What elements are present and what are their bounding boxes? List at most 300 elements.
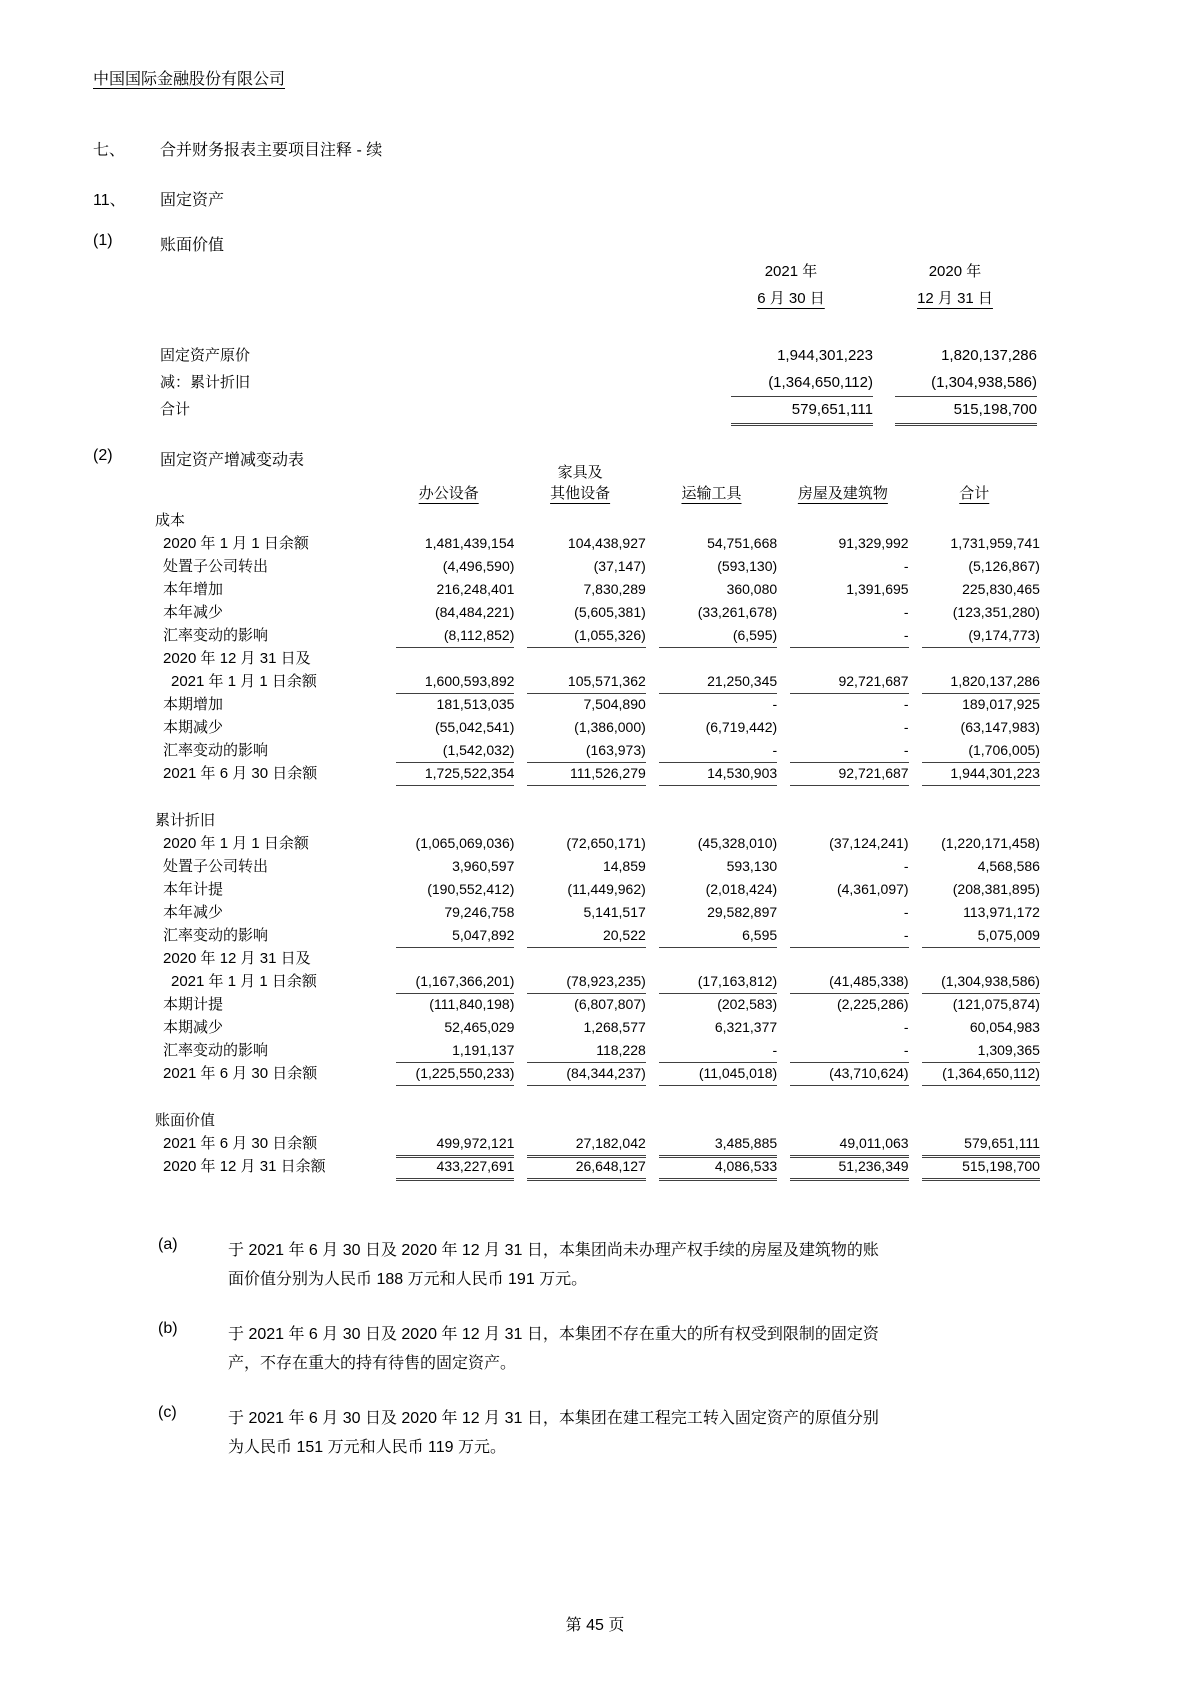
column-header-year-2021: 2021 年 bbox=[764, 263, 818, 280]
cell-value: (593,130) bbox=[717, 558, 778, 574]
row-label: 汇率变动的影响 bbox=[163, 927, 269, 944]
cell-value: 79,246,758 bbox=[444, 904, 515, 920]
column-header-date-2021 bbox=[709, 285, 873, 312]
cell-value: (6,807,807) bbox=[574, 996, 646, 1012]
cell-value: 1,309,365 bbox=[922, 1039, 1040, 1063]
cell-value: 1,820,137,286 bbox=[922, 670, 1040, 694]
table-cell bbox=[514, 1132, 645, 1155]
table-cell bbox=[383, 901, 514, 924]
table-cell bbox=[777, 1016, 908, 1039]
table-cell bbox=[514, 532, 645, 555]
table-cell bbox=[777, 993, 908, 1016]
table-row bbox=[155, 624, 1040, 647]
cell-value: (123,351,280) bbox=[952, 604, 1040, 620]
cell-value: 6,595 bbox=[659, 924, 777, 948]
cell-value: 1,725,522,354 bbox=[396, 762, 514, 786]
column-header-year-2020: 2020 年 bbox=[928, 263, 982, 280]
table-cell bbox=[873, 342, 1037, 369]
table-cell bbox=[777, 532, 908, 555]
table-row bbox=[160, 369, 1037, 396]
carrying-value-heading bbox=[93, 232, 224, 255]
column-header-date-2020 bbox=[873, 285, 1037, 312]
table-cell bbox=[383, 693, 514, 716]
row-label: 本期减少 bbox=[163, 719, 224, 736]
row-label: 2021 年 1 月 1 日余额 bbox=[171, 673, 317, 690]
cell-value: (1,167,366,201) bbox=[396, 970, 514, 994]
row-label: 汇率变动的影响 bbox=[163, 742, 269, 759]
table-cell bbox=[909, 993, 1040, 1016]
company-name: 中国国际金融股份有限公司 bbox=[93, 71, 286, 88]
cell-value: (9,174,773) bbox=[922, 624, 1040, 648]
cell-value: 6,321,377 bbox=[714, 1019, 778, 1035]
page-number: 第 45 页 bbox=[565, 1617, 625, 1634]
section-heading bbox=[93, 137, 382, 160]
table-row bbox=[155, 578, 1040, 601]
table-cell bbox=[646, 739, 777, 762]
table-cell bbox=[514, 901, 645, 924]
note-text bbox=[228, 1236, 1058, 1294]
cell-value: 26,648,127 bbox=[527, 1155, 645, 1181]
table-cell bbox=[909, 693, 1040, 716]
table-cell bbox=[909, 924, 1040, 947]
table-cell bbox=[514, 924, 645, 947]
cell-value: (4,361,097) bbox=[836, 881, 909, 897]
cell-value: (11,449,962) bbox=[567, 881, 646, 897]
table-row bbox=[155, 601, 1040, 624]
notes-section bbox=[158, 1236, 1058, 1488]
movement-table bbox=[155, 462, 1040, 1178]
cell-value: - bbox=[790, 739, 908, 763]
table-cell bbox=[909, 555, 1040, 578]
section-title: 合并财务报表主要项目注释 - 续 bbox=[160, 142, 383, 159]
note-line: 于 2021 年 6 月 30 日及 2020 年 12 月 31 日，本集团尚未办理产权手续的房屋及建筑物的账 bbox=[228, 1242, 879, 1259]
table-row bbox=[155, 1109, 1040, 1132]
cell-value: - bbox=[903, 604, 909, 620]
cell-value: 92,721,687 bbox=[790, 762, 908, 786]
table-cell bbox=[909, 716, 1040, 739]
cell-value: - bbox=[772, 696, 778, 712]
table-cell bbox=[383, 993, 514, 1016]
cell-value: 113,971,172 bbox=[963, 904, 1040, 920]
table-cell bbox=[909, 624, 1040, 647]
header-spacer bbox=[383, 462, 514, 484]
cell-value: (78,923,235) bbox=[527, 970, 645, 994]
table-cell bbox=[514, 970, 645, 993]
carrying-value-number: (1) bbox=[93, 232, 113, 249]
row-gap bbox=[155, 785, 1040, 809]
table-cell bbox=[646, 670, 777, 693]
cell-value: (41,485,338) bbox=[790, 970, 908, 994]
table-cell bbox=[646, 855, 777, 878]
row-label: 本年减少 bbox=[163, 604, 224, 621]
table-row bbox=[155, 1016, 1040, 1039]
header-spacer bbox=[160, 258, 709, 285]
table-cell bbox=[873, 369, 1037, 396]
table-header-row bbox=[160, 258, 1037, 285]
table-cell bbox=[909, 832, 1040, 855]
table-cell bbox=[383, 601, 514, 624]
cell-value: (1,364,650,112) bbox=[922, 1062, 1040, 1086]
column-header-date-label: 6 月 30 日 bbox=[757, 290, 825, 307]
table-cell bbox=[646, 1016, 777, 1039]
section-label: 成本 bbox=[155, 512, 186, 529]
cell-value: 499,972,121 bbox=[396, 1132, 514, 1158]
table-cell bbox=[514, 624, 645, 647]
table-cell bbox=[777, 924, 908, 947]
cell-value: 225,830,465 bbox=[962, 581, 1040, 597]
cell-value: - bbox=[790, 624, 908, 648]
section-number: 七、 bbox=[93, 142, 126, 159]
cell-value: (5,605,381) bbox=[574, 604, 646, 620]
cell-value: - bbox=[790, 1039, 908, 1063]
table-cell bbox=[909, 901, 1040, 924]
row-label: 2020 年 12 月 31 日及 bbox=[163, 950, 311, 967]
table-cell bbox=[909, 601, 1040, 624]
cell-value: 60,054,983 bbox=[969, 1019, 1040, 1035]
table-cell bbox=[777, 601, 908, 624]
movement-number: (2) bbox=[93, 447, 113, 464]
cell-value: - bbox=[659, 739, 777, 763]
header-spacer bbox=[155, 484, 383, 509]
column-header-date-label: 12 月 31 日 bbox=[917, 290, 993, 307]
table-cell bbox=[383, 532, 514, 555]
cell-value: 111,526,279 bbox=[527, 762, 645, 786]
table-cell bbox=[383, 716, 514, 739]
table-row bbox=[155, 1039, 1040, 1062]
cell-value: (1,065,069,036) bbox=[415, 835, 515, 851]
table-cell bbox=[909, 762, 1040, 785]
item-title: 固定资产 bbox=[160, 192, 225, 209]
cell-value: 14,530,903 bbox=[659, 762, 777, 786]
table-cell bbox=[777, 762, 908, 785]
cell-value: 27,182,042 bbox=[527, 1132, 645, 1158]
movement-rows bbox=[155, 509, 1040, 1178]
cell-value: (72,650,171) bbox=[566, 835, 646, 851]
cell-value: 5,047,892 bbox=[396, 924, 514, 948]
cell-value: 91,329,992 bbox=[838, 535, 909, 551]
cell-value: 1,191,137 bbox=[396, 1039, 514, 1063]
table-row bbox=[155, 716, 1040, 739]
table-row bbox=[155, 855, 1040, 878]
table-header-row bbox=[155, 484, 1040, 509]
table-cell bbox=[646, 532, 777, 555]
cell-value: 1,731,959,741 bbox=[950, 535, 1040, 551]
table-row bbox=[155, 947, 1040, 970]
note-id: (c) bbox=[158, 1404, 177, 1421]
cell-value: 1,481,439,154 bbox=[424, 535, 515, 551]
table-cell bbox=[646, 601, 777, 624]
cell-value: - bbox=[903, 719, 909, 735]
cell-value: (1,055,326) bbox=[527, 624, 645, 648]
movement-title: 固定资产增减变动表 bbox=[160, 452, 305, 469]
table-cell bbox=[383, 1155, 514, 1178]
row-label: 2021 年 6 月 30 日余额 bbox=[163, 1065, 318, 1082]
table-cell bbox=[909, 1016, 1040, 1039]
cell-value: (1,386,000) bbox=[574, 719, 646, 735]
row-label: 本年减少 bbox=[163, 904, 224, 921]
column-header-office-equipment bbox=[383, 484, 514, 509]
cell-value: (1,220,171,458) bbox=[941, 835, 1040, 851]
table-row bbox=[155, 901, 1040, 924]
table-cell bbox=[909, 1132, 1040, 1155]
table-cell bbox=[383, 970, 514, 993]
table-cell bbox=[646, 693, 777, 716]
table-cell bbox=[777, 670, 908, 693]
cell-value: (2,225,286) bbox=[836, 996, 909, 1012]
table-cell bbox=[646, 762, 777, 785]
table-cell bbox=[514, 693, 645, 716]
cell-value: 51,236,349 bbox=[790, 1155, 908, 1181]
table-cell bbox=[777, 1155, 908, 1178]
table-cell bbox=[646, 716, 777, 739]
table-cell bbox=[777, 855, 908, 878]
table-cell bbox=[383, 1132, 514, 1155]
row-label: 汇率变动的影响 bbox=[163, 1042, 269, 1059]
table-cell bbox=[383, 1016, 514, 1039]
table-cell bbox=[646, 1155, 777, 1178]
table-cell bbox=[383, 832, 514, 855]
note-item bbox=[158, 1320, 1058, 1378]
note-text bbox=[228, 1320, 1058, 1378]
cell-value: 7,504,890 bbox=[583, 696, 646, 712]
table-cell bbox=[777, 970, 908, 993]
cell-value: 1,268,577 bbox=[583, 1019, 646, 1035]
item-number: 11、 bbox=[93, 192, 126, 209]
table-cell bbox=[909, 1062, 1040, 1085]
cell-value: (8,112,852) bbox=[396, 624, 514, 648]
table-row bbox=[155, 832, 1040, 855]
table-cell bbox=[514, 578, 645, 601]
table-spacer bbox=[160, 312, 1037, 342]
table-row bbox=[155, 509, 1040, 532]
row-label: 处置子公司转出 bbox=[163, 858, 269, 875]
cell-value: (190,552,412) bbox=[427, 881, 515, 897]
cell-value: 3,960,597 bbox=[452, 858, 515, 874]
cell-value: 515,198,700 bbox=[895, 396, 1037, 426]
note-line: 于 2021 年 6 月 30 日及 2020 年 12 月 31 日，本集团在建工程完工转入固定资产的原值分别 bbox=[228, 1410, 879, 1427]
cell-value: - bbox=[903, 858, 909, 874]
note-text bbox=[228, 1404, 1058, 1462]
table-cell bbox=[777, 878, 908, 901]
cell-value: - bbox=[790, 924, 908, 948]
row-label: 本年计提 bbox=[163, 881, 224, 898]
cell-value: 181,513,035 bbox=[436, 696, 515, 712]
table-row bbox=[155, 555, 1040, 578]
cell-value: - bbox=[903, 558, 909, 574]
cell-value: 579,651,111 bbox=[922, 1132, 1040, 1158]
column-header-label: 运输工具 bbox=[681, 485, 742, 502]
section-label: 累计折旧 bbox=[155, 812, 216, 829]
cell-value: (43,710,624) bbox=[790, 1062, 908, 1086]
cell-value: (45,328,010) bbox=[697, 835, 778, 851]
table-cell bbox=[909, 855, 1040, 878]
cell-value: - bbox=[903, 696, 909, 712]
cell-value: 21,250,345 bbox=[659, 670, 777, 694]
table-row bbox=[155, 970, 1040, 993]
table-cell bbox=[383, 578, 514, 601]
row-gap bbox=[155, 1085, 1040, 1109]
cell-value: 7,830,289 bbox=[583, 581, 646, 597]
row-label: 处置子公司转出 bbox=[163, 558, 269, 575]
table-cell bbox=[514, 1155, 645, 1178]
cell-value: (1,304,938,586) bbox=[895, 369, 1037, 397]
header-spacer bbox=[777, 462, 908, 484]
table-cell bbox=[909, 739, 1040, 762]
table-cell bbox=[646, 1132, 777, 1155]
cell-value: 118,228 bbox=[527, 1039, 645, 1063]
table-row bbox=[155, 809, 1040, 832]
cell-value: (55,042,541) bbox=[434, 719, 515, 735]
table-cell bbox=[709, 342, 873, 369]
carrying-value-title: 账面价值 bbox=[160, 237, 225, 254]
table-cell bbox=[514, 855, 645, 878]
row-label: 2021 年 1 月 1 日余额 bbox=[171, 973, 317, 990]
cell-value: (111,840,198) bbox=[429, 996, 515, 1012]
table-cell bbox=[514, 832, 645, 855]
row-label: 2020 年 1 月 1 日余额 bbox=[163, 535, 309, 552]
table-cell bbox=[383, 855, 514, 878]
table-cell bbox=[709, 396, 873, 423]
cell-value: 14,859 bbox=[602, 858, 646, 874]
table-cell bbox=[383, 924, 514, 947]
table-cell bbox=[646, 878, 777, 901]
cell-value: 433,227,691 bbox=[396, 1155, 514, 1181]
row-label: 本期增加 bbox=[163, 696, 224, 713]
note-id: (a) bbox=[158, 1236, 178, 1253]
table-cell bbox=[777, 578, 908, 601]
cell-value: 1,391,695 bbox=[846, 581, 909, 597]
table-cell bbox=[646, 1062, 777, 1085]
table-cell bbox=[646, 970, 777, 993]
table-row bbox=[155, 993, 1040, 1016]
cell-value: (1,706,005) bbox=[922, 739, 1040, 763]
row-label: 2020 年 1 月 1 日余额 bbox=[163, 835, 309, 852]
table-row bbox=[155, 739, 1040, 762]
table-row bbox=[155, 1062, 1040, 1085]
table-cell bbox=[646, 993, 777, 1016]
table-cell bbox=[909, 1039, 1040, 1062]
row-label: 本年增加 bbox=[163, 581, 224, 598]
table-cell bbox=[909, 970, 1040, 993]
table-cell bbox=[514, 1016, 645, 1039]
cell-value: (208,381,895) bbox=[952, 881, 1040, 897]
column-header-label: 房屋及建筑物 bbox=[797, 485, 888, 502]
table-cell bbox=[646, 901, 777, 924]
table-cell bbox=[646, 555, 777, 578]
cell-value: (84,484,221) bbox=[434, 604, 515, 620]
table-cell bbox=[383, 878, 514, 901]
table-cell bbox=[383, 1039, 514, 1062]
row-label: 固定资产原价 bbox=[160, 347, 251, 364]
table-cell bbox=[514, 739, 645, 762]
table-cell bbox=[514, 762, 645, 785]
table-cell bbox=[514, 1062, 645, 1085]
cell-value: 216,248,401 bbox=[436, 581, 515, 597]
table-cell bbox=[777, 901, 908, 924]
carrying-value-table bbox=[160, 258, 1037, 423]
table-cell bbox=[909, 532, 1040, 555]
table-cell bbox=[514, 716, 645, 739]
cell-value: (2,018,424) bbox=[705, 881, 778, 897]
table-cell bbox=[777, 716, 908, 739]
cell-value: 1,600,593,892 bbox=[396, 670, 514, 694]
note-line: 于 2021 年 6 月 30 日及 2020 年 12 月 31 日，本集团不存在重大的所有权受到限制的固定资 bbox=[228, 1326, 879, 1343]
table-row bbox=[155, 670, 1040, 693]
note-item bbox=[158, 1236, 1058, 1294]
cell-value: 20,522 bbox=[527, 924, 645, 948]
cell-value: 92,721,687 bbox=[790, 670, 908, 694]
table-cell bbox=[514, 878, 645, 901]
section-label: 账面价值 bbox=[155, 1112, 216, 1129]
table-cell bbox=[777, 739, 908, 762]
column-header-vehicles bbox=[646, 484, 777, 509]
cell-value: 52,465,029 bbox=[444, 1019, 515, 1035]
table-cell bbox=[777, 1062, 908, 1085]
cell-value: (121,075,874) bbox=[952, 996, 1040, 1012]
cell-value: 104,438,927 bbox=[567, 535, 646, 551]
cell-value: (202,583) bbox=[717, 996, 778, 1012]
cell-value: 1,820,137,286 bbox=[941, 347, 1037, 364]
row-label: 2021 年 6 月 30 日余额 bbox=[163, 765, 318, 782]
column-header-buildings bbox=[777, 484, 908, 509]
cell-value: 29,582,897 bbox=[707, 904, 778, 920]
cell-value: 515,198,700 bbox=[922, 1155, 1040, 1181]
carrying-value-rows bbox=[160, 342, 1037, 423]
table-cell bbox=[909, 878, 1040, 901]
cell-value: (1,542,032) bbox=[396, 739, 514, 763]
table-header-row bbox=[160, 285, 1037, 312]
note-id: (b) bbox=[158, 1320, 178, 1337]
row-label: 合计 bbox=[160, 401, 191, 418]
cell-value: - bbox=[659, 1039, 777, 1063]
cell-value: 105,571,362 bbox=[527, 670, 645, 694]
cell-value: (4,496,590) bbox=[442, 558, 515, 574]
table-cell bbox=[646, 1039, 777, 1062]
cell-value: (1,364,650,112) bbox=[731, 369, 873, 397]
cell-value: (84,344,237) bbox=[527, 1062, 645, 1086]
table-cell bbox=[777, 832, 908, 855]
table-cell bbox=[514, 993, 645, 1016]
table-row bbox=[155, 924, 1040, 947]
column-header-total bbox=[909, 484, 1040, 509]
column-header-other-equipment bbox=[514, 484, 645, 509]
table-cell bbox=[646, 624, 777, 647]
table-cell bbox=[514, 555, 645, 578]
cell-value: (163,973) bbox=[527, 739, 645, 763]
cell-value: (33,261,678) bbox=[697, 604, 778, 620]
cell-value: (5,126,867) bbox=[968, 558, 1040, 574]
table-cell bbox=[646, 832, 777, 855]
cell-value: 1,944,301,223 bbox=[922, 762, 1040, 786]
column-header-label: 其他设备 bbox=[550, 485, 611, 502]
cell-value: 5,141,517 bbox=[583, 904, 646, 920]
cell-value: (1,225,550,233) bbox=[396, 1062, 514, 1086]
table-cell bbox=[646, 578, 777, 601]
table-row bbox=[155, 693, 1040, 716]
cell-value: 3,485,885 bbox=[659, 1132, 777, 1158]
row-label: 本期计提 bbox=[163, 996, 224, 1013]
cell-value: 5,075,009 bbox=[922, 924, 1040, 948]
table-row bbox=[155, 647, 1040, 670]
item-heading bbox=[93, 187, 224, 210]
cell-value: 54,751,668 bbox=[707, 535, 778, 551]
table-row bbox=[160, 342, 1037, 369]
table-group-header-row bbox=[155, 462, 1040, 484]
row-label: 2020 年 12 月 31 日余额 bbox=[163, 1158, 326, 1175]
table-cell bbox=[383, 555, 514, 578]
header-spacer bbox=[155, 462, 383, 484]
table-cell bbox=[909, 670, 1040, 693]
